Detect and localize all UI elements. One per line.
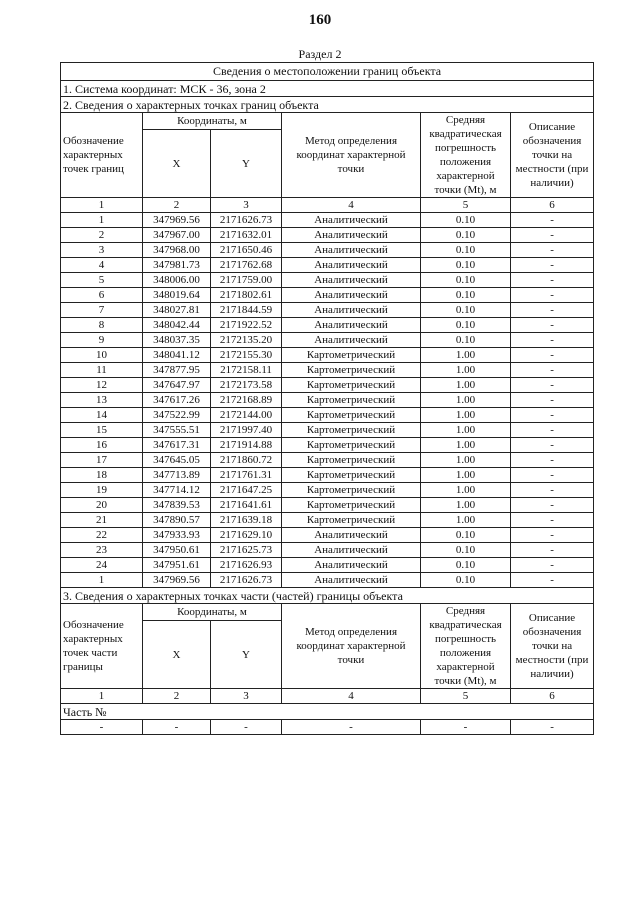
cell-col-1: 11 [61, 363, 143, 378]
cell-col-2: 347951.61 [143, 558, 211, 573]
table-row [61, 363, 594, 378]
cell-col-4: Аналитический [282, 543, 421, 558]
cell-col-1: 23 [61, 543, 143, 558]
part-label: Часть № [61, 704, 594, 720]
cell-col-3: 2171626.93 [211, 558, 282, 573]
cell-col-6: - [511, 348, 594, 363]
coord-system: 1. Система координат: МСК - 36, зона 2 [61, 81, 594, 97]
cell-col-2: 2 [143, 689, 211, 704]
cell-col-4: Картометрический [282, 378, 421, 393]
cell-col-6: - [511, 273, 594, 288]
cell-col-2: 347522.99 [143, 408, 211, 423]
cell-col-1: 9 [61, 333, 143, 348]
cell-col-6: - [511, 378, 594, 393]
cell-col-1: 21 [61, 513, 143, 528]
table-row [61, 543, 594, 558]
cell-col-3: 2171639.18 [211, 513, 282, 528]
page-number: 160 [308, 12, 332, 28]
cell-col-6: 6 [511, 689, 594, 704]
cell-col-2: 347967.00 [143, 228, 211, 243]
column-numbers-part [61, 689, 594, 704]
cell-col-3: 2172144.00 [211, 408, 282, 423]
cell-col-1: 3 [61, 243, 143, 258]
table-row [61, 333, 594, 348]
cell-col-5: 1.00 [421, 483, 511, 498]
cell-col-4: 4 [282, 198, 421, 213]
header-point-part: Обозначение характерных точек части границы [61, 604, 143, 689]
header-error-part: Средняя квадратическая погрешность положения характерной точки (Mt), м [421, 604, 511, 689]
cell-col-4: Аналитический [282, 228, 421, 243]
header-y: Y [211, 130, 282, 198]
table-row [61, 573, 594, 588]
cell-col-5: - [421, 720, 511, 735]
table-row-empty [61, 720, 594, 735]
cell-col-4: Картометрический [282, 468, 421, 483]
cell-col-4: Аналитический [282, 243, 421, 258]
cell-col-2: 347617.31 [143, 438, 211, 453]
cell-col-2: 347839.53 [143, 498, 211, 513]
cell-col-3: 2171761.31 [211, 468, 282, 483]
cell-col-2: 348006.00 [143, 273, 211, 288]
cell-col-4: Аналитический [282, 318, 421, 333]
cell-col-6: - [511, 363, 594, 378]
cell-col-2: 347950.61 [143, 543, 211, 558]
cell-col-6: - [511, 513, 594, 528]
cell-col-3: 2172158.11 [211, 363, 282, 378]
part2-title: 2. Сведения о характерных точках границ объекта [61, 97, 594, 113]
cell-col-5: 1.00 [421, 393, 511, 408]
table-row [61, 378, 594, 393]
cell-col-5: 1.00 [421, 438, 511, 453]
cell-col-6: - [511, 408, 594, 423]
cell-col-4: Картометрический [282, 453, 421, 468]
header-description-part: Описание обозначения точки на местности (при наличии) [511, 604, 594, 689]
cell-col-5: 1.00 [421, 363, 511, 378]
cell-col-3: - [211, 720, 282, 735]
cell-col-6: - [511, 498, 594, 513]
cell-col-6: 6 [511, 198, 594, 213]
cell-col-5: 0.10 [421, 273, 511, 288]
cell-col-3: 2171802.61 [211, 288, 282, 303]
cell-col-4: Аналитический [282, 573, 421, 588]
cell-col-6: - [511, 453, 594, 468]
table-row [61, 453, 594, 468]
cell-col-2: 347877.95 [143, 363, 211, 378]
cell-col-2: 347555.51 [143, 423, 211, 438]
cell-col-3: 2172155.30 [211, 348, 282, 363]
cell-col-6: - [511, 573, 594, 588]
cell-col-1: 1 [61, 573, 143, 588]
cell-col-1: 1 [61, 213, 143, 228]
cell-col-3: 2171647.25 [211, 483, 282, 498]
cell-col-3: 2171759.00 [211, 273, 282, 288]
table-row [61, 408, 594, 423]
cell-col-4: Картометрический [282, 393, 421, 408]
cell-col-2: 348042.44 [143, 318, 211, 333]
cell-col-5: 0.10 [421, 258, 511, 273]
table-row [61, 213, 594, 228]
cell-col-5: 0.10 [421, 528, 511, 543]
cell-col-2: 347713.89 [143, 468, 211, 483]
cell-col-1: 13 [61, 393, 143, 408]
cell-col-6: - [511, 213, 594, 228]
cell-col-2: 347890.57 [143, 513, 211, 528]
cell-col-2: 348019.64 [143, 288, 211, 303]
cell-col-5: 1.00 [421, 513, 511, 528]
cell-col-5: 5 [421, 198, 511, 213]
cell-col-1: 1 [61, 689, 143, 704]
cell-col-5: 1.00 [421, 348, 511, 363]
cell-col-5: 1.00 [421, 423, 511, 438]
cell-col-1: 17 [61, 453, 143, 468]
cell-col-5: 0.10 [421, 213, 511, 228]
cell-col-1: 7 [61, 303, 143, 318]
cell-col-2: - [143, 720, 211, 735]
cell-col-3: 2171922.52 [211, 318, 282, 333]
cell-col-1: - [61, 720, 143, 735]
table-row [61, 498, 594, 513]
cell-col-6: - [511, 558, 594, 573]
table-row [61, 528, 594, 543]
cell-col-6: - [511, 318, 594, 333]
header-coords: Координаты, м [143, 113, 282, 130]
cell-col-3: 2171997.40 [211, 423, 282, 438]
table-row [61, 423, 594, 438]
cell-col-6: - [511, 288, 594, 303]
header-description: Описание обозначения точки на местности (при наличии) [511, 113, 594, 198]
cell-col-1: 14 [61, 408, 143, 423]
cell-col-4: Картометрический [282, 423, 421, 438]
cell-col-4: Картометрический [282, 348, 421, 363]
cell-col-5: 0.10 [421, 573, 511, 588]
cell-col-4: Картометрический [282, 363, 421, 378]
table-row [61, 243, 594, 258]
cell-col-3: 2172173.58 [211, 378, 282, 393]
cell-col-3: 2171641.61 [211, 498, 282, 513]
cell-col-5: 1.00 [421, 453, 511, 468]
boundary-table [60, 62, 594, 735]
header-method: Метод определения координат характерной точки [282, 113, 421, 198]
table-row [61, 483, 594, 498]
cell-col-1: 24 [61, 558, 143, 573]
cell-col-1: 5 [61, 273, 143, 288]
cell-col-4: Аналитический [282, 333, 421, 348]
cell-col-4: Аналитический [282, 273, 421, 288]
cell-col-3: 2172135.20 [211, 333, 282, 348]
cell-col-2: 347981.73 [143, 258, 211, 273]
cell-col-1: 10 [61, 348, 143, 363]
cell-col-1: 18 [61, 468, 143, 483]
cell-col-2: 347933.93 [143, 528, 211, 543]
cell-col-2: 347969.56 [143, 573, 211, 588]
header-x: X [143, 130, 211, 198]
header-method-part: Метод определения координат характерной точки [282, 604, 421, 689]
cell-col-3: 2171914.88 [211, 438, 282, 453]
table-row [61, 228, 594, 243]
table-row [61, 348, 594, 363]
cell-col-3: 2171650.46 [211, 243, 282, 258]
cell-col-3: 2171625.73 [211, 543, 282, 558]
cell-col-6: - [511, 303, 594, 318]
cell-col-6: - [511, 423, 594, 438]
table-row [61, 318, 594, 333]
table-row [61, 438, 594, 453]
table-title: Сведения о местоположении границ объекта [61, 63, 594, 81]
cell-col-2: 348041.12 [143, 348, 211, 363]
cell-col-6: - [511, 438, 594, 453]
cell-col-6: - [511, 333, 594, 348]
cell-col-4: 4 [282, 689, 421, 704]
cell-col-3: 2171629.10 [211, 528, 282, 543]
cell-col-4: - [282, 720, 421, 735]
cell-col-3: 3 [211, 689, 282, 704]
cell-col-3: 2171626.73 [211, 573, 282, 588]
cell-col-3: 2171844.59 [211, 303, 282, 318]
cell-col-3: 2171860.72 [211, 453, 282, 468]
cell-col-4: Аналитический [282, 528, 421, 543]
column-numbers [61, 198, 594, 213]
cell-col-6: - [511, 483, 594, 498]
cell-col-1: 2 [61, 228, 143, 243]
cell-col-4: Картометрический [282, 438, 421, 453]
cell-col-5: 0.10 [421, 228, 511, 243]
table-row [61, 558, 594, 573]
cell-col-6: - [511, 468, 594, 483]
table-row [61, 393, 594, 408]
cell-col-5: 0.10 [421, 303, 511, 318]
cell-col-1: 4 [61, 258, 143, 273]
cell-col-1: 12 [61, 378, 143, 393]
header-x-part: X [143, 621, 211, 689]
section-title: Раздел 2 [298, 47, 342, 61]
cell-col-4: Аналитический [282, 258, 421, 273]
cell-col-5: 0.10 [421, 558, 511, 573]
header-error: Средняя квадратическая погрешность положения характерной точки (Mt), м [421, 113, 511, 198]
cell-col-1: 15 [61, 423, 143, 438]
cell-col-4: Аналитический [282, 558, 421, 573]
header-coords-part: Координаты, м [143, 604, 282, 621]
cell-col-2: 347617.26 [143, 393, 211, 408]
cell-col-2: 347714.12 [143, 483, 211, 498]
cell-col-1: 19 [61, 483, 143, 498]
cell-col-5: 1.00 [421, 378, 511, 393]
cell-col-5: 0.10 [421, 318, 511, 333]
cell-col-2: 347645.05 [143, 453, 211, 468]
cell-col-1: 6 [61, 288, 143, 303]
table-row [61, 273, 594, 288]
cell-col-3: 3 [211, 198, 282, 213]
table-row [61, 258, 594, 273]
cell-col-6: - [511, 228, 594, 243]
cell-col-6: - [511, 258, 594, 273]
cell-col-5: 1.00 [421, 468, 511, 483]
cell-col-3: 2171762.68 [211, 258, 282, 273]
cell-col-1: 16 [61, 438, 143, 453]
cell-col-4: Аналитический [282, 288, 421, 303]
cell-col-2: 348027.81 [143, 303, 211, 318]
cell-col-5: 0.10 [421, 543, 511, 558]
cell-col-3: 2171626.73 [211, 213, 282, 228]
cell-col-2: 2 [143, 198, 211, 213]
part3-title: 3. Сведения о характерных точках части (частей) границы объекта [61, 588, 594, 604]
cell-col-5: 1.00 [421, 498, 511, 513]
cell-col-4: Картометрический [282, 513, 421, 528]
header-y-part: Y [211, 621, 282, 689]
cell-col-2: 348037.35 [143, 333, 211, 348]
table-row [61, 303, 594, 318]
cell-col-6: - [511, 243, 594, 258]
cell-col-5: 1.00 [421, 408, 511, 423]
cell-col-3: 2171632.01 [211, 228, 282, 243]
cell-col-1: 1 [61, 198, 143, 213]
cell-col-4: Аналитический [282, 303, 421, 318]
cell-col-4: Картометрический [282, 408, 421, 423]
cell-col-1: 22 [61, 528, 143, 543]
cell-col-6: - [511, 528, 594, 543]
cell-col-4: Картометрический [282, 498, 421, 513]
cell-col-6: - [511, 543, 594, 558]
cell-col-4: Картометрический [282, 483, 421, 498]
table-row [61, 288, 594, 303]
table-row [61, 468, 594, 483]
header-point: Обозначение характерных точек границ [61, 113, 143, 198]
cell-col-5: 0.10 [421, 288, 511, 303]
cell-col-2: 347968.00 [143, 243, 211, 258]
cell-col-5: 5 [421, 689, 511, 704]
cell-col-1: 20 [61, 498, 143, 513]
cell-col-6: - [511, 393, 594, 408]
cell-col-2: 347647.97 [143, 378, 211, 393]
cell-col-6: - [511, 720, 594, 735]
table-row [61, 513, 594, 528]
cell-col-5: 0.10 [421, 333, 511, 348]
cell-col-3: 2172168.89 [211, 393, 282, 408]
cell-col-2: 347969.56 [143, 213, 211, 228]
cell-col-1: 8 [61, 318, 143, 333]
cell-col-5: 0.10 [421, 243, 511, 258]
cell-col-4: Аналитический [282, 213, 421, 228]
